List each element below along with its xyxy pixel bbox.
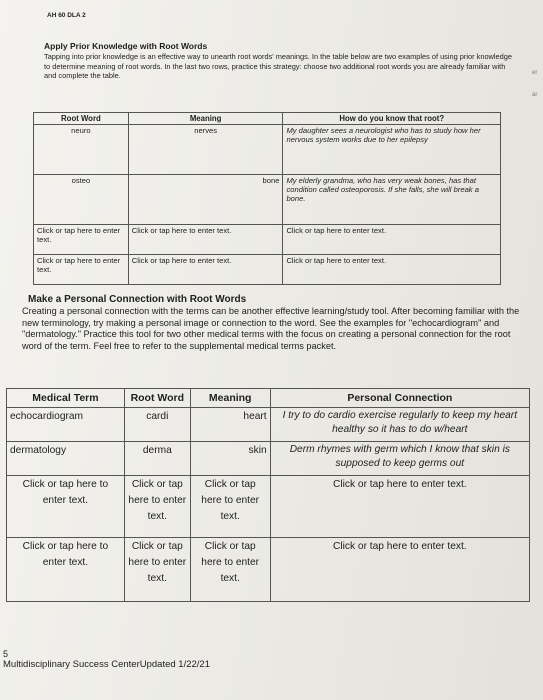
connection-input-field[interactable]: Click or tap here to enter text.	[270, 476, 529, 538]
cell-term: dermatology	[7, 442, 125, 476]
page-number: 5	[3, 649, 9, 659]
cell-connection: I try to do cardio exercise regularly to keep my heart healthy so it has to do w/heart	[270, 408, 529, 442]
table-row	[7, 408, 530, 442]
cell-meaning: bone	[128, 175, 283, 225]
root-word-table	[33, 112, 501, 285]
term-input-field[interactable]: Click or tap here to enter text.	[7, 538, 125, 602]
cell-root: derma	[124, 442, 190, 476]
root-input-field[interactable]: Click or tap here to enter text.	[124, 538, 190, 602]
root-input-field[interactable]: Click or tap here to enter text.	[34, 255, 129, 285]
cell-meaning: heart	[190, 408, 270, 442]
cell-connection: Derm rhymes with germ which I know that skin is supposed to keep germs out	[270, 442, 529, 476]
cell-explanation: My daughter sees a neurologist who has to study how her nervous system works due to her epilepsy	[283, 125, 501, 175]
meaning-input-field[interactable]: Click or tap here to enter text.	[128, 255, 283, 285]
meaning-input-field[interactable]: Click or tap here to enter text.	[190, 538, 270, 602]
header-meaning: Meaning	[128, 113, 283, 125]
table-row	[34, 225, 501, 255]
table-header-row	[34, 113, 501, 125]
cell-root: cardi	[124, 408, 190, 442]
edge-mark-2: ar	[532, 92, 538, 98]
footer-text: Multidisciplinary Success CenterUpdated 1/22/21	[3, 659, 210, 670]
table-row	[7, 476, 530, 538]
course-header: AH 60 DLA 2	[47, 12, 86, 19]
cell-root: neuro	[34, 125, 129, 175]
section1-title: Apply Prior Knowledge with Root Words	[44, 41, 208, 51]
explanation-input-field[interactable]: Click or tap here to enter text.	[283, 255, 501, 285]
header-personal-connection: Personal Connection	[270, 389, 529, 408]
table-row	[34, 255, 501, 285]
cell-meaning: nerves	[128, 125, 283, 175]
section2-instructions: Creating a personal connection with the terms can be another effective learning/study tool. After becoming familiar with the new terminology, try making a personal image or connection to the word. See the examples for "echocardiogram" and "dermatology." Practice this tool for two other medical terms with the focus on creating a personal connection for the root word of the term. Feel free to refer to the supplemental medical terms packet.	[22, 306, 520, 351]
header-medical-term: Medical Term	[7, 389, 125, 408]
edge-mark-1: er	[532, 70, 538, 76]
table-header-row	[7, 389, 530, 408]
root-input-field[interactable]: Click or tap here to enter text.	[124, 476, 190, 538]
cell-root: osteo	[34, 175, 129, 225]
personal-connection-table	[6, 388, 530, 602]
section2-title: Make a Personal Connection with Root Words	[28, 294, 247, 305]
meaning-input-field[interactable]: Click or tap here to enter text.	[190, 476, 270, 538]
root-input-field[interactable]: Click or tap here to enter text.	[34, 225, 129, 255]
header-root-word: Root Word	[124, 389, 190, 408]
table-row	[7, 538, 530, 602]
table-row	[7, 442, 530, 476]
cell-explanation: My elderly grandma, who has very weak bones, has that condition called osteoporosis. If she falls, she will break a bone.	[283, 175, 501, 225]
table-row	[34, 175, 501, 225]
section1-instructions: Tapping into prior knowledge is an effective way to unearth root words' meanings. In the table below are two examples of using prior knowledge to determine meaning of root words. In the last two rows, practice this strategy: choose two additional root words you are already familiar with and complete the table.	[44, 52, 512, 81]
header-how-know: How do you know that root?	[283, 113, 501, 125]
header-meaning: Meaning	[190, 389, 270, 408]
explanation-input-field[interactable]: Click or tap here to enter text.	[283, 225, 501, 255]
table-row	[34, 125, 501, 175]
cell-meaning: skin	[190, 442, 270, 476]
cell-term: echocardiogram	[7, 408, 125, 442]
header-root-word: Root Word	[34, 113, 129, 125]
term-input-field[interactable]: Click or tap here to enter text.	[7, 476, 125, 538]
connection-input-field[interactable]: Click or tap here to enter text.	[270, 538, 529, 602]
meaning-input-field[interactable]: Click or tap here to enter text.	[128, 225, 283, 255]
